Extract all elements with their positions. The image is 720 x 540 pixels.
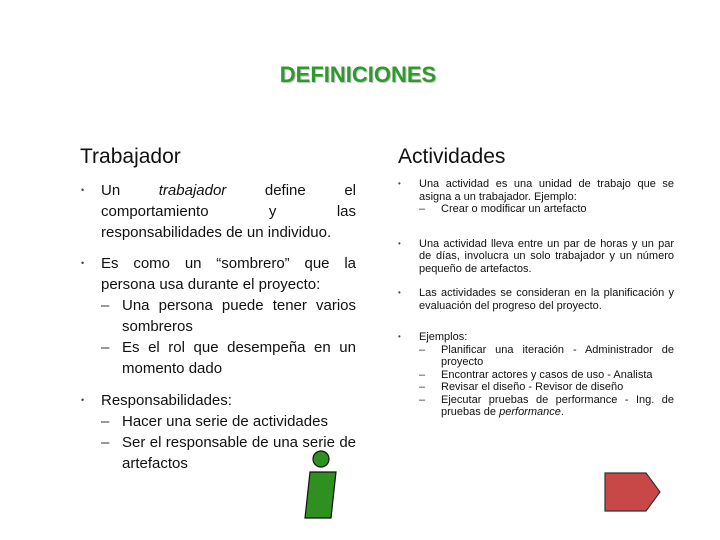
- dash-marker: –: [419, 368, 426, 381]
- dash-marker: –: [419, 343, 426, 356]
- sub-item: – Crear o modificar un artefacto: [419, 203, 587, 215]
- dash-marker: –: [101, 413, 110, 430]
- sub-item: – Encontrar actores y casos de uso - Analista: [419, 368, 653, 381]
- list-item: • Una actividad es una unidad de trabajo que se asigna a un trabajador. Ejemplo: – Crear o modificar un artefacto: [398, 178, 674, 215]
- bullet-marker: •: [81, 258, 85, 268]
- actividades-list: [398, 178, 674, 419]
- list-item: • Responsabilidades: – Hacer una serie de actividades – Ser el responsable de una serie de artefactos: [81, 392, 356, 472]
- actividades-heading: Actividades: [398, 145, 506, 168]
- list-item: • Ejemplos: – Planificar una iteración - Administrador de proyecto – Encontrar actores y casos de uso - Analista – Revisar el diseño - Revisor de diseño – Ejecutar pruebas de performance - Ing. de pruebas de performance.: [398, 331, 674, 418]
- trabajador-heading: Trabajador: [80, 145, 181, 168]
- list-item: • Una actividad lleva entre un par de horas y un par de días, involucra un solo trabajador y un número pequeño de artefactos.: [398, 237, 674, 275]
- sub-item: – Ser el responsable de una serie de artefactos: [101, 434, 356, 472]
- dash-marker: –: [101, 339, 110, 356]
- list-item: • Un trabajador define el comportamiento y las responsabilidades de un individuo.: [81, 182, 356, 241]
- next-arrow-icon[interactable]: [604, 472, 662, 512]
- bullet-marker: •: [81, 395, 85, 405]
- bullet-marker: •: [81, 185, 85, 195]
- dash-marker: –: [419, 393, 426, 406]
- trabajador-list: [80, 180, 356, 474]
- sub-item: – Es el rol que desempeña en un momento dado: [101, 339, 356, 377]
- bullet-marker: •: [398, 288, 401, 297]
- sub-item: – Hacer una serie de actividades: [101, 413, 328, 430]
- page-title: DEFINICIONES: [279, 62, 437, 87]
- info-i-icon: [302, 450, 344, 520]
- bullet-marker: •: [398, 238, 401, 248]
- dash-marker: –: [419, 381, 426, 393]
- bullet-marker: •: [398, 332, 401, 341]
- bullet-marker: •: [398, 179, 401, 188]
- dash-marker: –: [419, 203, 426, 215]
- list-item: • Es como un “sombrero” que la persona usa durante el proyecto: – Una persona puede tener varios sombreros – Es el rol que desempeña en un momento dado: [81, 255, 356, 377]
- dash-marker: –: [101, 297, 110, 314]
- sub-item: – Una persona puede tener varios sombreros: [101, 297, 356, 335]
- sub-item: – Planificar una iteración - Administrador de proyecto: [419, 343, 674, 368]
- list-item: • Las actividades se consideran en la planificación y evaluación del progreso del proyecto.: [398, 287, 674, 312]
- sub-item: – Ejecutar pruebas de performance - Ing. de pruebas de performance.: [419, 393, 674, 418]
- sub-item: – Revisar el diseño - Revisor de diseño: [419, 381, 624, 393]
- dash-marker: –: [101, 434, 110, 451]
